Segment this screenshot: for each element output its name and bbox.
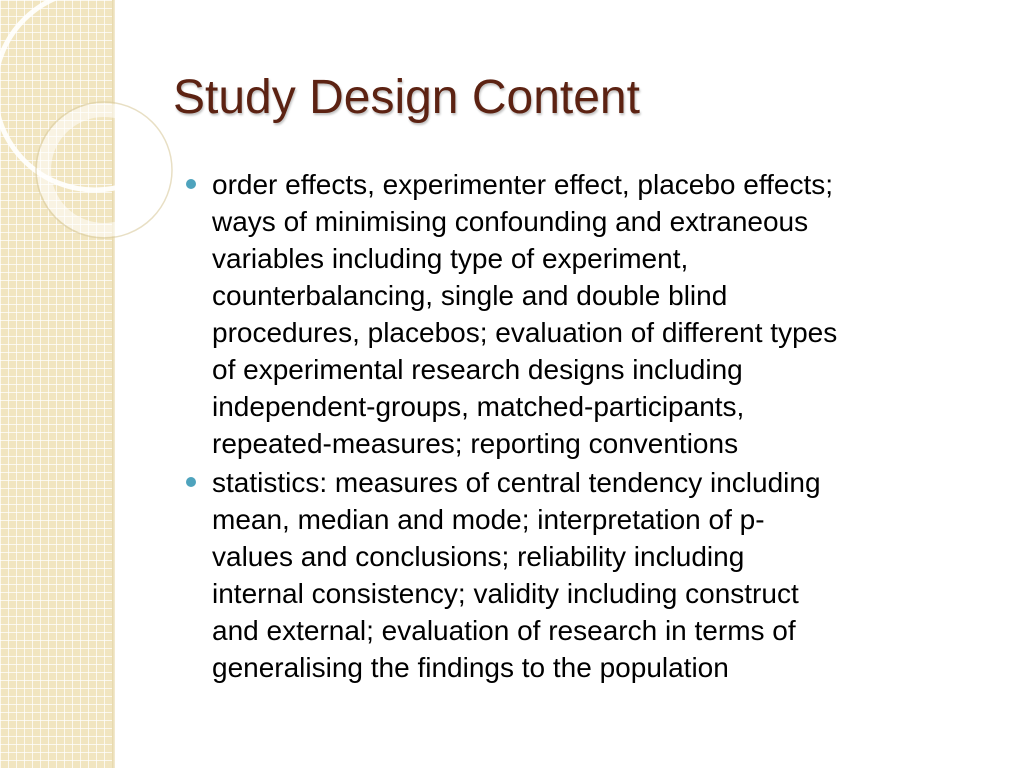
bullet-text-line: repeated-measures; reporting conventions <box>212 428 739 459</box>
decorative-rings <box>0 0 200 260</box>
bullet-text-line: independent-groups, matched-participants, <box>212 391 745 422</box>
bullet-text-line: procedures, placebos; evaluation of different types <box>212 317 838 348</box>
bullet-dot-icon <box>186 477 196 487</box>
bullet-text-line: generalising the findings to the population <box>212 652 729 683</box>
bullet-text-line: mean, median and mode; interpretation of p- <box>212 504 765 535</box>
bullet-item-statistics <box>186 464 1001 686</box>
bullet-text-line: of experimental research designs including <box>212 354 743 385</box>
bullet-item-study-design <box>186 166 1001 462</box>
bullet-text-line: statistics: measures of central tendency including <box>212 467 821 498</box>
bullet-text-line: counterbalancing, single and double blind <box>212 280 728 311</box>
bullet-dot-icon <box>186 179 196 189</box>
bullet-text-line: ways of minimising confounding and extraneous <box>212 206 809 237</box>
slide-title: Study Design Content <box>173 71 640 124</box>
bullet-text-line: order effects, experimenter effect, placebo effects; <box>212 169 834 200</box>
decorative-ring-small <box>44 110 164 230</box>
bullet-text-line: values and conclusions; reliability including <box>212 541 745 572</box>
bullet-text-line: internal consistency; validity including construct <box>212 578 799 609</box>
bullet-text-line: and external; evaluation of research in terms of <box>212 615 796 646</box>
bullet-text-line: variables including type of experiment, <box>212 243 689 274</box>
bullet-list <box>186 166 1001 688</box>
